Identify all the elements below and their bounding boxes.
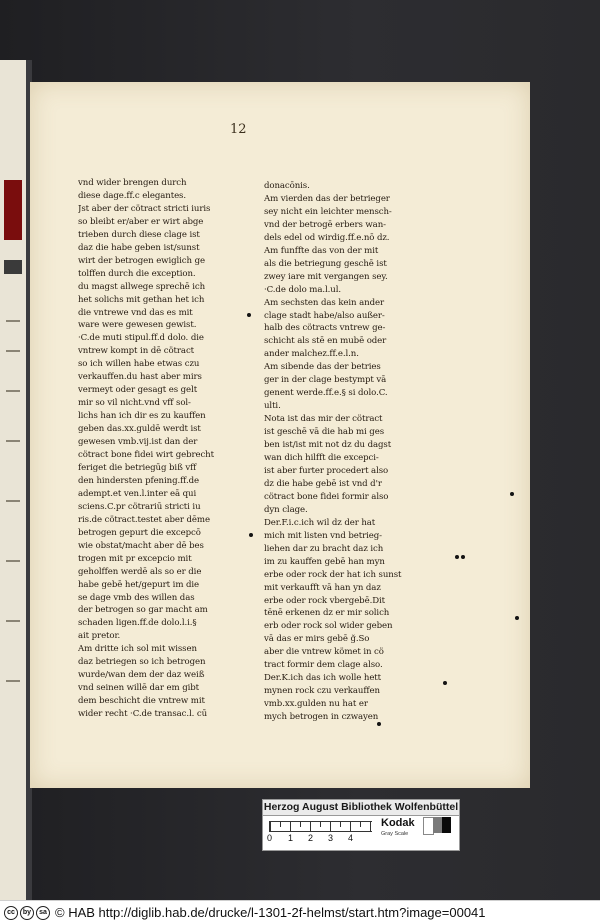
text-line: wan dich hilfft die excepci-: [264, 453, 379, 464]
text-line: cötract bone fidei formir also: [264, 491, 389, 502]
text-line: verkauffen.du hast aber mirs: [78, 372, 202, 383]
text-line: genent werde.ff.e.§ si dolo.C.: [264, 388, 388, 399]
dust-speck: [443, 681, 447, 685]
text-line: mit verkaufft vā han yn daz: [264, 582, 381, 593]
text-line: vnd wider brengen durch: [78, 178, 187, 188]
text-line: ist aber furter procedert also: [264, 465, 389, 476]
ruler-tick-label: 1: [288, 833, 294, 843]
text-line: schicht als stē en mubē oder: [264, 336, 387, 347]
text-line: ulti.: [264, 401, 281, 412]
library-color-scale-label: [262, 799, 460, 851]
text-line: als die betriegung geschē ist: [264, 258, 387, 269]
text-line: daz die habe geben ist/sunst: [78, 242, 200, 253]
text-line: ris.de cötract.testet aber dēme: [78, 514, 210, 525]
ruler-tick-label: 3: [328, 833, 334, 843]
text-line: tract formir dem clage also.: [264, 660, 383, 671]
text-line: ger in der clage bestympt vā: [264, 375, 387, 386]
text-line: ben ist/ist mit not dz du dagst: [264, 440, 392, 451]
dust-speck: [455, 555, 459, 559]
text-line: ist geschē vā die hab mi ges: [264, 427, 385, 438]
text-line: so bleibt er/aber er wirt abge: [78, 216, 204, 227]
text-line: der betrogen so gar macht am: [78, 605, 208, 616]
dust-speck: [377, 722, 381, 726]
text-line: habe gebē het/gepurt im die: [78, 579, 200, 590]
text-line: so ich willen habe etwas czu: [78, 359, 200, 370]
text-line: den hindersten pfening.ff.de: [78, 475, 199, 486]
text-line: halb des cötracts vntrew ge-: [264, 323, 386, 334]
text-line: wirt der betrogen ewiglich ge: [78, 255, 205, 266]
text-line: erbe oder rock der hat ich sunst: [264, 569, 402, 580]
bleed-text-line: [6, 680, 20, 682]
bleed-text-line: [6, 500, 20, 502]
text-line: mich mit listen vnd betrieg-: [264, 530, 382, 541]
bleed-text-line: [6, 560, 20, 562]
text-line: dem beschicht die vntrew mit: [78, 696, 205, 707]
text-line: clage stadt habe/also außer-: [264, 310, 385, 321]
gray-scale-caption: Gray Scale: [381, 831, 409, 837]
dust-speck: [247, 313, 251, 317]
creative-commons-icon: cc by sa: [4, 906, 50, 920]
dark-marker: [4, 260, 22, 274]
text-line: tēnē erkenen dz er mir solich: [264, 608, 390, 619]
brand-name: Kodak: [381, 817, 415, 829]
text-line: du magst allwege sprechē ich: [78, 281, 206, 292]
text-line: Am funffte das von der mit: [264, 245, 379, 256]
text-line: im zu kauffen gebē han myn: [264, 556, 385, 567]
text-line: schaden ligen.ff.de dolo.l.i.§: [78, 618, 197, 629]
dust-speck: [249, 533, 253, 537]
text-line: Der.K.ich das ich wolle hett: [264, 673, 382, 684]
text-line: dels edel od wirdig.ff.e.nō dz.: [264, 232, 390, 243]
bleed-text-line: [6, 620, 20, 622]
text-line: gewesen vmb.vij.ist dan der: [78, 437, 198, 448]
text-line: Nota ist das mir der cötract: [264, 414, 383, 425]
text-line: Der.F.i.c.ich wil dz der hat: [264, 517, 376, 528]
folio-number: 12: [230, 122, 247, 137]
text-line: mynen rock czu verkauffen: [264, 686, 380, 697]
text-line: Am dritte ich sol mit wissen: [78, 644, 197, 655]
bleed-text-line: [6, 440, 20, 442]
text-line: zwey iare mit vergangen sey.: [264, 271, 388, 282]
text-line: mych betrogen in czwayen: [264, 712, 379, 723]
text-line: geholffen werdē als so er die: [78, 566, 202, 577]
text-line: geben das.xx.guldē werdt ist: [78, 424, 201, 435]
text-line: vmb.xx.gulden nu hat er: [264, 699, 368, 710]
text-line: vermeyt oder gesagt es gelt: [78, 385, 198, 396]
manuscript-page: [30, 82, 530, 788]
library-name: Herzog August Bibliothek Wolfenbüttel: [263, 800, 459, 816]
text-line: wurde/wan dem der daz weiß: [78, 670, 205, 681]
text-line: cötract bone fidei wirt gebrecht: [78, 450, 214, 461]
text-line: Jst aber der cötract stricti iuris: [78, 203, 211, 214]
bleed-text-line: [6, 350, 20, 352]
bleed-text-line: [6, 390, 20, 392]
text-line: diese dage.ff.c elegantes.: [78, 190, 186, 201]
text-line: trieben durch diese clage ist: [78, 229, 200, 240]
text-line: dyn clage.: [264, 504, 308, 515]
text-line: het solichs mit gethan het ich: [78, 294, 205, 305]
gray-swatch-mid: [433, 817, 442, 833]
dust-speck: [510, 492, 514, 496]
text-line: daz betriegen so ich betrogen: [78, 657, 206, 668]
text-line: feriget die betriegūg biß vff: [78, 462, 197, 473]
text-line: aber die vntrew kömet in cö: [264, 647, 384, 658]
copyright-notice: © HAB http://diglib.hab.de/drucke/l-1301-2f-helmst/start.htm?image=00041: [55, 905, 486, 920]
text-line: Am sibende das der betries: [264, 362, 381, 373]
text-line: vntrew kompt in dē cötract: [78, 346, 195, 357]
text-line: adempt.et ven.l.inter eā qui: [78, 488, 197, 499]
dust-speck: [515, 616, 519, 620]
text-line: ·C.de dolo ma.l.ul.: [264, 284, 341, 295]
text-line: ·C.de muti stipul.ff.d dolo. die: [78, 333, 204, 344]
text-line: sey nicht ein leichter mensch-: [264, 206, 392, 217]
text-line: mir so vil nicht.vnd vff sol-: [78, 398, 191, 409]
text-line: vnd seinen willē dar em gibt: [78, 683, 200, 694]
text-line: ware were gewesen gewist.: [78, 320, 197, 331]
text-line: ait pretor.: [78, 631, 121, 642]
bleed-text-line: [6, 320, 20, 322]
measurement-ruler: [269, 821, 372, 832]
text-line: tolffen durch die exception.: [78, 268, 196, 279]
text-line: wider recht ·C.de transac.l. cū: [78, 709, 208, 720]
text-line: Am vierden das der betrieger: [264, 193, 390, 204]
text-line: betrogen gepurt die excepcō: [78, 527, 201, 538]
text-line: Am sechsten das kein ander: [264, 297, 384, 308]
text-line: ander malchez.ff.e.l.n.: [264, 349, 359, 360]
red-bookmark-tab: [4, 180, 22, 240]
text-line: vā das er mirs gebē ğ.So: [264, 634, 370, 645]
text-line: erb oder rock sol wider geben: [264, 621, 393, 632]
ruler-tick-label: 2: [308, 833, 314, 843]
previous-page-edge: [0, 60, 28, 900]
text-column-right: [264, 180, 429, 724]
text-line: donacōnis.: [264, 181, 310, 191]
text-line: dz die habe gebē ist vnd d'r: [264, 478, 382, 489]
text-line: liehen dar zu bracht daz ich: [264, 543, 384, 554]
text-line: erbe oder rock vbergebē.Dit: [264, 595, 385, 606]
footer-bar: [0, 900, 600, 924]
text-line: lichs han ich dir es zu kauffen: [78, 411, 206, 422]
text-line: se dage vmb des willen das: [78, 592, 195, 603]
text-line: vnd der betrogē erbers wan-: [264, 219, 386, 230]
text-line: trogen mit pr excepcio mit: [78, 553, 192, 564]
ruler-tick-label: 4: [348, 833, 354, 843]
text-column-left: [78, 177, 243, 721]
ruler-tick-label: 0: [267, 833, 273, 843]
gray-swatch-black: [442, 817, 451, 833]
dust-speck: [461, 555, 465, 559]
text-line: die vntrewe vnd das es mit: [78, 307, 193, 318]
text-line: sciens.C.pr cötrariū stricti iu: [78, 501, 201, 512]
text-line: wie obstat/macht aber dē bes: [78, 540, 204, 551]
